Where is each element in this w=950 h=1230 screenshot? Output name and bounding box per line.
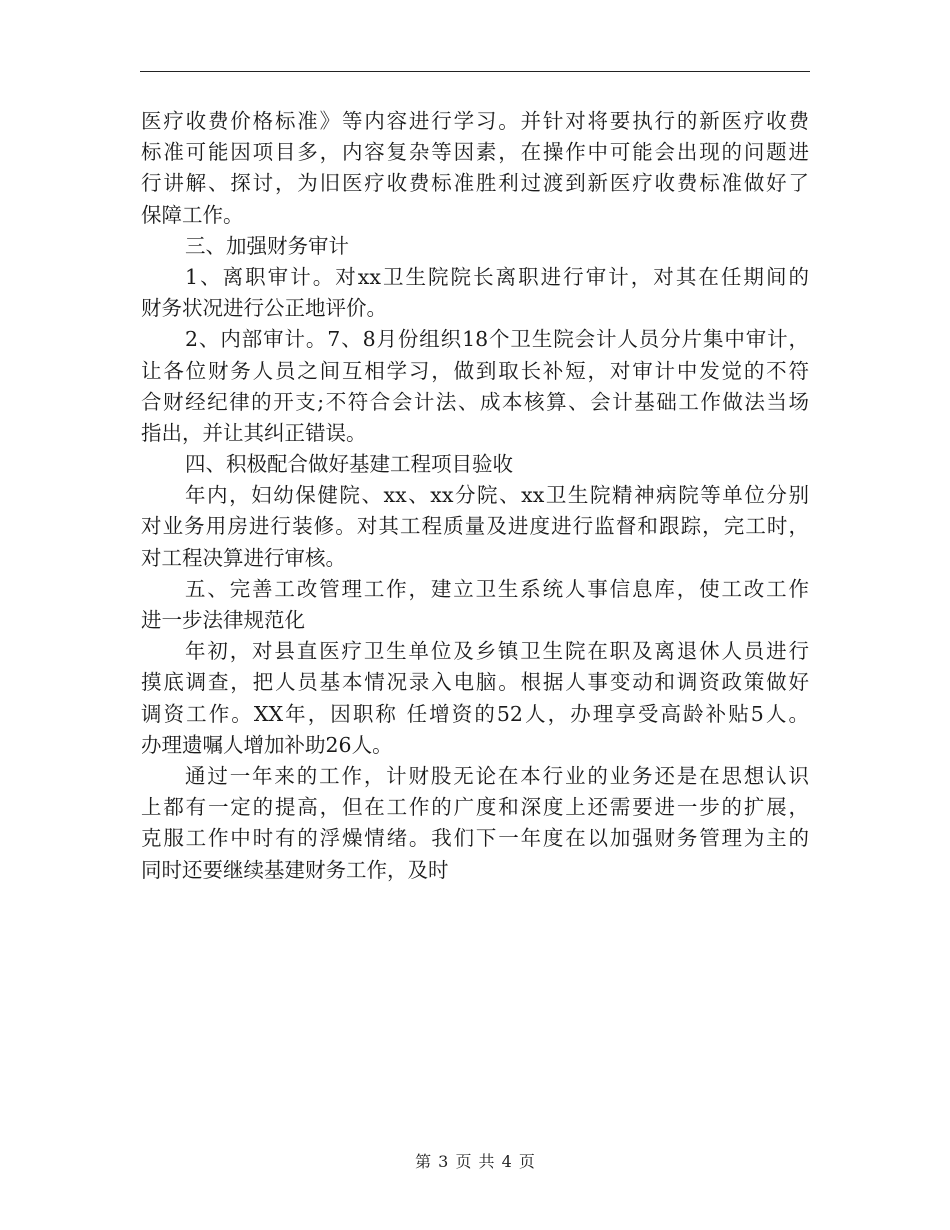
text-line: 2、内部审计。7、8月份组织18个卫生院会计人员分片集中审计， [185,327,809,352]
document-body [141,106,809,886]
text-line: 保障工作。 [141,202,244,227]
text-line: 1、离职审计。对xx卫生院院长离职进行审计，对其在任期间的 [185,264,809,289]
text-line: 同时还要继续基建财务工作，及时 [141,857,449,882]
text-line: 行讲解、探讨，为旧医疗收费标准胜利过渡到新医疗收费标准做好了 [141,171,809,196]
text-line: 让各位财务人员之间互相学习，做到取长补短，对审计中发觉的不符 [141,358,809,383]
page-number: 第 3 页 共 4 页 [415,1152,535,1171]
text-line: 对业务用房进行装修。对其工程质量及进度进行监督和跟踪，完工时， [141,514,809,539]
text-line: 年初，对县直医疗卫生单位及乡镇卫生院在职及离退休人员进行 [185,639,809,664]
header-rule [140,71,810,72]
text-line: 三、加强财务审计 [185,233,349,258]
text-line: 办理遗嘱人增加补助26人。 [141,732,393,757]
text-line: 财务状况进行公正地评价。 [141,296,387,321]
text-line: 五、完善工改管理工作，建立卫生系统人事信息库，使工改工作 [185,576,809,601]
text-line: 标准可能因项目多，内容复杂等因素，在操作中可能会出现的问题进 [141,140,809,165]
text-line: 年内，妇幼保健院、xx、xx分院、xx卫生院精神病院等单位分别 [185,483,809,508]
text-line: 克服工作中时有的浮燥情绪。我们下一年度在以加强财务管理为主的 [141,826,809,851]
text-line: 摸底调查，把人员基本情况录入电脑。根据人事变动和调资政策做好 [141,670,809,695]
text-line: 医疗收费价格标准》等内容进行学习。并针对将要执行的新医疗收费 [141,109,809,133]
text-line: 合财经纪律的开支;不符合会计法、成本核算、会计基础工作做法当场 [141,389,809,414]
text-line: 进一步法律规范化 [141,608,305,632]
text-line: 调资工作。XX年，因职称 任增资的52人，办理享受高龄补贴5人。 [141,701,809,726]
text-line: 指出，并让其纠正错误。 [141,420,367,445]
text-line: 对工程决算进行审核。 [141,545,346,570]
text-line: 上都有一定的提高，但在工作的广度和深度上还需要进一步的扩展， [141,795,809,820]
text-line: 通过一年来的工作，计财股无论在本行业的业务还是在思想认识 [185,763,809,788]
text-line: 四、积极配合做好基建工程项目验收 [185,452,513,477]
